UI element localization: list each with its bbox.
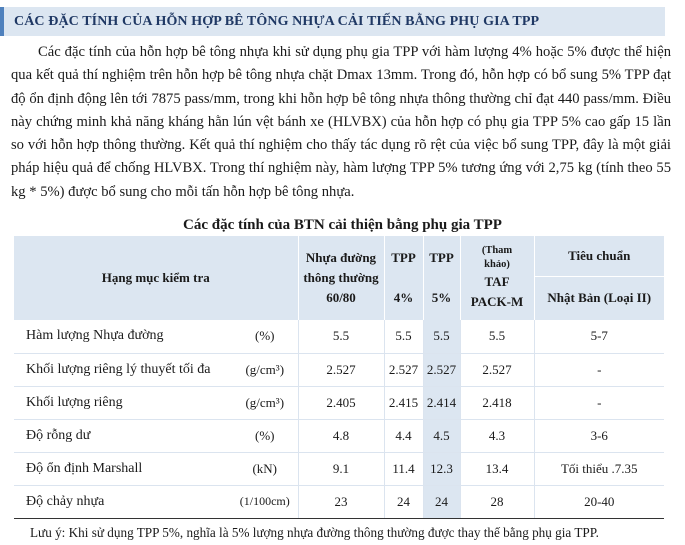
table-title: Các đặc tính của BTN cải thiện bằng phụ gia TPP	[183, 217, 502, 233]
row-unit: (%)	[232, 419, 298, 452]
row-standard: Tối thiểu .7.35	[534, 452, 664, 485]
row-unit: (kN)	[232, 452, 298, 485]
footnote: Lưu ý: Khi sử dụng TPP 5%, nghĩa là 5% lượng nhựa đường thông thường được thay thế bằng phụ gia TPP.	[30, 525, 599, 540]
row-tpp5: 12.3	[423, 452, 460, 485]
row-item: Khối lượng riêng lý thuyết tối đa	[14, 353, 232, 386]
row-taf: 4.3	[460, 419, 534, 452]
header-normal-line2: thông thường	[303, 270, 379, 285]
row-standard: 20-40	[534, 485, 664, 518]
header-normal-line1: Nhựa đường	[305, 250, 377, 265]
row-item: Độ ổn định Marshall	[14, 452, 232, 485]
row-tpp5: 2.527	[423, 353, 460, 386]
row-item: Độ rỗng dư	[14, 419, 232, 452]
header-taf-line1: (Tham	[481, 245, 513, 256]
row-normal: 5.5	[298, 320, 384, 353]
row-normal: 23	[298, 485, 384, 518]
row-tpp5: 4.5	[423, 419, 460, 452]
row-tpp4: 2.415	[384, 386, 423, 419]
row-normal: 4.8	[298, 419, 384, 452]
header-item: Hạng mục kiểm tra	[14, 236, 298, 320]
row-tpp4: 4.4	[384, 419, 423, 452]
row-taf: 5.5	[460, 320, 534, 353]
row-tpp5: 2.414	[423, 386, 460, 419]
header-normal-asphalt	[298, 236, 384, 320]
row-tpp5: 24	[423, 485, 460, 518]
header-standard-sub: Nhật Bản (Loại II)	[534, 276, 664, 320]
row-standard: 3-6	[534, 419, 664, 452]
section-title: CÁC ĐẶC TÍNH CỦA HỖN HỢP BÊ TÔNG NHỰA CẢI TIẾN BẰNG PHỤ GIA TPP	[14, 14, 540, 29]
row-tpp4: 2.527	[384, 353, 423, 386]
body-paragraph	[11, 41, 671, 204]
row-taf: 2.418	[460, 386, 534, 419]
row-unit: (g/cm³)	[232, 386, 298, 419]
row-unit: (%)	[232, 320, 298, 353]
table-row	[14, 419, 664, 452]
header-standard: Tiêu chuẩn	[534, 236, 664, 276]
header-taf-line3: TAF	[484, 274, 510, 289]
row-item: Độ chảy nhựa	[14, 485, 232, 518]
header-taf-line2: khảo)	[484, 259, 510, 270]
properties-table	[14, 236, 664, 519]
row-taf: 28	[460, 485, 534, 518]
header-tpp5	[423, 236, 460, 320]
row-tpp4: 5.5	[384, 320, 423, 353]
header-tpp5-line1: TPP	[429, 250, 454, 265]
row-normal: 2.405	[298, 386, 384, 419]
table-row	[14, 353, 664, 386]
row-standard: 5-7	[534, 320, 664, 353]
row-standard: -	[534, 386, 664, 419]
header-tpp4	[384, 236, 423, 320]
row-normal: 2.527	[298, 353, 384, 386]
table-row	[14, 452, 664, 485]
row-unit: (1/100cm)	[232, 485, 298, 518]
header-taf-pack	[460, 236, 534, 320]
row-unit: (g/cm³)	[232, 353, 298, 386]
header-normal-line3: 60/80	[326, 290, 356, 305]
table-row	[14, 320, 664, 353]
row-taf: 13.4	[460, 452, 534, 485]
header-tpp4-line2: 4%	[393, 290, 414, 305]
header-taf-line4: PACK-M	[470, 294, 524, 309]
paragraph-text: Các đặc tính của hỗn hợp bê tông nhựa khi sử dụng phụ gia TPP với hàm lượng 4% hoặc 5% được thể hiện qua kết quả thí nghiệm trên hỗn hợp bê tông nhựa chặt Dmax 13mm. Trong đó, hỗn hợp có bổ sung 5% TPP đạt độ ổn định động lên tới 7875 pass/mm, trong khi hỗn hợp bê tông nhựa thông thường chỉ đạt 440 pass/mm. Điều này chứng minh khả năng kháng hằn lún vệt bánh xe (HLVBX) của hỗn hợp có phụ gia TPP 5% cao gấp 15 lần so với hỗn hợp thông thường. Kết quả thí nghiệm cho thấy tác dụng rõ rệt của việc bổ sung TPP, đây là một giải pháp hiệu quả để chống HLVBX. Trong thí nghiệm này, hàm lượng TPP 5% tương ứng với 2,75 kg (tính theo 55 kg * 5%) được bổ sung cho mỗi tấn hỗn hợp bê tông nhựa.	[11, 44, 671, 200]
table-row	[14, 386, 664, 419]
row-item: Hàm lượng Nhựa đường	[14, 320, 232, 353]
header-tpp4-line1: TPP	[391, 250, 416, 265]
row-taf: 2.527	[460, 353, 534, 386]
section-header	[0, 7, 665, 36]
table-row	[14, 485, 664, 518]
header-tpp5-line2: 5%	[431, 290, 452, 305]
row-tpp4: 11.4	[384, 452, 423, 485]
row-standard: -	[534, 353, 664, 386]
row-item: Khối lượng riêng	[14, 386, 232, 419]
row-normal: 9.1	[298, 452, 384, 485]
row-tpp5: 5.5	[423, 320, 460, 353]
row-tpp4: 24	[384, 485, 423, 518]
